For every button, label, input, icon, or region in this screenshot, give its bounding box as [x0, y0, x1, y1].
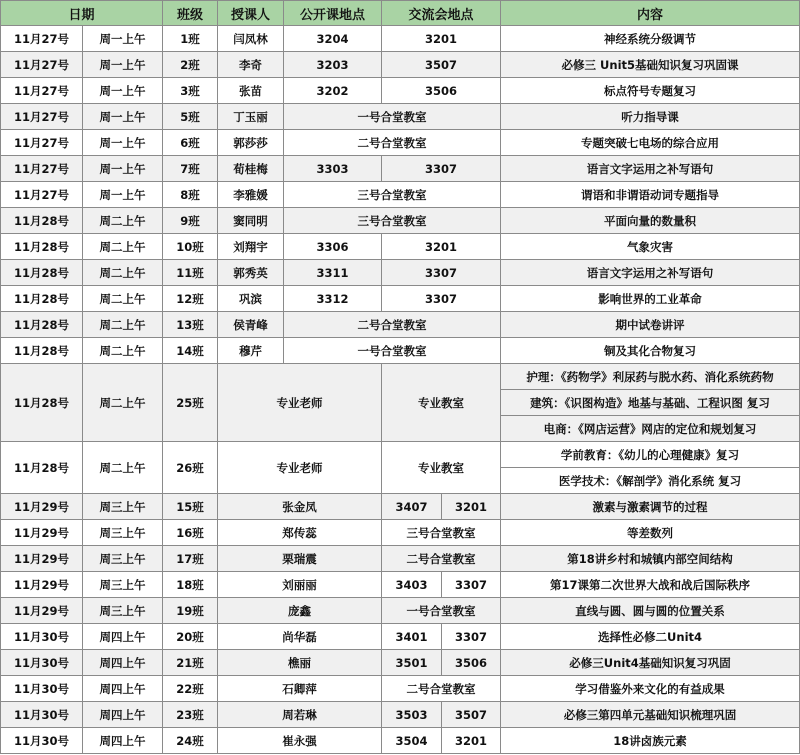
content-cell: 气象灾害: [501, 234, 800, 260]
date-cell: 11月29号: [1, 494, 83, 520]
date-cell: 11月30号: [1, 624, 83, 650]
teacher-cell: 李奇: [218, 52, 284, 78]
date-cell: 11月28号: [1, 234, 83, 260]
class-cell: 22班: [163, 676, 218, 702]
open-class-location-cell: 3403: [382, 572, 442, 598]
open-class-location-cell: 3503: [382, 702, 442, 728]
content-cell: 选择性必修二Unit4: [501, 624, 800, 650]
content-cell: 学前教育：《幼儿的心理健康》复习: [501, 442, 800, 468]
date-cell: 11月28号: [1, 338, 83, 364]
open-class-location-cell: 3203: [284, 52, 382, 78]
day-cell: 周二上午: [83, 364, 163, 442]
table-row: [1, 364, 800, 390]
teacher-cell: 刘翔宇: [218, 234, 284, 260]
content-cell: 期中试卷讲评: [501, 312, 800, 338]
date-cell: 11月29号: [1, 598, 83, 624]
teacher-cell: 崔永强: [218, 728, 382, 754]
day-cell: 周一上午: [83, 52, 163, 78]
class-cell: 20班: [163, 624, 218, 650]
content-cell: 铜及其化合物复习: [501, 338, 800, 364]
content-cell: 谓语和非谓语动词专题指导: [501, 182, 800, 208]
table-row: [1, 728, 800, 754]
date-cell: 11月30号: [1, 650, 83, 676]
day-cell: 周四上午: [83, 676, 163, 702]
day-cell: 周一上午: [83, 104, 163, 130]
date-cell: 11月29号: [1, 546, 83, 572]
table-row: [1, 442, 800, 468]
date-cell: 11月27号: [1, 78, 83, 104]
date-cell: 11月27号: [1, 26, 83, 52]
header-row: [1, 1, 800, 26]
exchange-location-cell: 3506: [442, 650, 501, 676]
content-cell: 平面向量的数量积: [501, 208, 800, 234]
date-cell: 11月27号: [1, 130, 83, 156]
day-cell: 周一上午: [83, 130, 163, 156]
content-cell: 激素与激素调节的过程: [501, 494, 800, 520]
class-cell: 14班: [163, 338, 218, 364]
teacher-cell: 巩滨: [218, 286, 284, 312]
exchange-location-cell: 3307: [382, 260, 501, 286]
table-row: [1, 286, 800, 312]
class-cell: 7班: [163, 156, 218, 182]
date-cell: 11月28号: [1, 312, 83, 338]
content-cell: 电商：《网店运营》网店的定位和规划复习: [501, 416, 800, 442]
class-cell: 23班: [163, 702, 218, 728]
exchange-location-cell: 3201: [382, 26, 501, 52]
teacher-cell: 郭莎莎: [218, 130, 284, 156]
date-cell: 11月27号: [1, 104, 83, 130]
date-cell: 11月28号: [1, 286, 83, 312]
day-cell: 周三上午: [83, 494, 163, 520]
class-cell: 5班: [163, 104, 218, 130]
merged-room-cell: 一号合堂教室: [382, 598, 501, 624]
exchange-location-cell: 3201: [382, 234, 501, 260]
class-cell: 13班: [163, 312, 218, 338]
table-row: [1, 338, 800, 364]
day-cell: 周四上午: [83, 702, 163, 728]
table-row: [1, 78, 800, 104]
exchange-location-cell: 专业教室: [382, 442, 501, 494]
open-class-location-cell: 3303: [284, 156, 382, 182]
teacher-cell: 石卿萍: [218, 676, 382, 702]
content-cell: 必修三 Unit5基础知识复习巩固课: [501, 52, 800, 78]
open-class-location-cell: 3401: [382, 624, 442, 650]
teacher-cell: 专业老师: [218, 442, 382, 494]
open-class-location-cell: 3202: [284, 78, 382, 104]
date-cell: 11月28号: [1, 364, 83, 442]
header-exchange-location: 交流会地点: [382, 1, 501, 26]
class-cell: 19班: [163, 598, 218, 624]
content-cell: 影响世界的工业革命: [501, 286, 800, 312]
teacher-cell: 窦同明: [218, 208, 284, 234]
content-cell: 医学技术：《解剖学》消化系统 复习: [501, 468, 800, 494]
header-class: 班级: [163, 1, 218, 26]
day-cell: 周四上午: [83, 624, 163, 650]
content-cell: 神经系统分级调节: [501, 26, 800, 52]
merged-room-cell: 一号合堂教室: [284, 104, 501, 130]
teacher-cell: 栗瑞震: [218, 546, 382, 572]
merged-room-cell: 三号合堂教室: [284, 182, 501, 208]
day-cell: 周二上午: [83, 338, 163, 364]
merged-room-cell: 三号合堂教室: [284, 208, 501, 234]
table-row: [1, 156, 800, 182]
merged-room-cell: 二号合堂教室: [382, 546, 501, 572]
table-row: [1, 260, 800, 286]
table-row: [1, 650, 800, 676]
date-cell: 11月30号: [1, 676, 83, 702]
teacher-cell: 张金凤: [218, 494, 382, 520]
table-row: [1, 624, 800, 650]
class-cell: 16班: [163, 520, 218, 546]
content-cell: 第17课第二次世界大战和战后国际秩序: [501, 572, 800, 598]
table-row: [1, 130, 800, 156]
date-cell: 11月27号: [1, 182, 83, 208]
table-row: [1, 702, 800, 728]
class-cell: 25班: [163, 364, 218, 442]
open-class-location-cell: 3501: [382, 650, 442, 676]
class-cell: 12班: [163, 286, 218, 312]
content-cell: 等差数列: [501, 520, 800, 546]
exchange-location-cell: 3506: [382, 78, 501, 104]
day-cell: 周二上午: [83, 208, 163, 234]
content-cell: 直线与圆、圆与圆的位置关系: [501, 598, 800, 624]
merged-room-cell: 三号合堂教室: [382, 520, 501, 546]
teacher-cell: 周若琳: [218, 702, 382, 728]
class-cell: 11班: [163, 260, 218, 286]
class-cell: 26班: [163, 442, 218, 494]
day-cell: 周一上午: [83, 78, 163, 104]
class-cell: 2班: [163, 52, 218, 78]
teacher-cell: 李雅媛: [218, 182, 284, 208]
date-cell: 11月29号: [1, 572, 83, 598]
date-cell: 11月28号: [1, 208, 83, 234]
teacher-cell: 庞鑫: [218, 598, 382, 624]
header-teacher: 授课人: [218, 1, 284, 26]
class-cell: 8班: [163, 182, 218, 208]
content-cell: 18讲卤族元素: [501, 728, 800, 754]
day-cell: 周三上午: [83, 520, 163, 546]
open-class-location-cell: 3504: [382, 728, 442, 754]
table-row: [1, 52, 800, 78]
header-open-class-location: 公开课地点: [284, 1, 382, 26]
class-cell: 18班: [163, 572, 218, 598]
day-cell: 周二上午: [83, 260, 163, 286]
class-cell: 9班: [163, 208, 218, 234]
content-cell: 学习借鉴外来文化的有益成果: [501, 676, 800, 702]
date-cell: 11月27号: [1, 156, 83, 182]
teacher-cell: 郑传蕊: [218, 520, 382, 546]
teacher-cell: 郭秀英: [218, 260, 284, 286]
class-cell: 21班: [163, 650, 218, 676]
day-cell: 周四上午: [83, 650, 163, 676]
table-row: [1, 546, 800, 572]
date-cell: 11月28号: [1, 442, 83, 494]
day-cell: 周一上午: [83, 156, 163, 182]
content-cell: 语言文字运用之补写语句: [501, 260, 800, 286]
exchange-location-cell: 3201: [442, 728, 501, 754]
table-row: [1, 104, 800, 130]
open-class-location-cell: 3312: [284, 286, 382, 312]
exchange-location-cell: 3507: [382, 52, 501, 78]
exchange-location-cell: 3201: [442, 494, 501, 520]
content-cell: 护理：《药物学》利尿药与脱水药、消化系统药物: [501, 364, 800, 390]
class-cell: 17班: [163, 546, 218, 572]
class-cell: 3班: [163, 78, 218, 104]
content-cell: 听力指导课: [501, 104, 800, 130]
date-cell: 11月27号: [1, 52, 83, 78]
table-row: [1, 520, 800, 546]
exchange-location-cell: 专业教室: [382, 364, 501, 442]
class-cell: 10班: [163, 234, 218, 260]
date-cell: 11月30号: [1, 728, 83, 754]
merged-room-cell: 一号合堂教室: [284, 338, 501, 364]
merged-room-cell: 二号合堂教室: [284, 312, 501, 338]
day-cell: 周三上午: [83, 598, 163, 624]
open-class-location-cell: 3311: [284, 260, 382, 286]
class-cell: 6班: [163, 130, 218, 156]
table-row: [1, 26, 800, 52]
content-cell: 必修三Unit4基础知识复习巩固: [501, 650, 800, 676]
content-cell: 建筑：《识图构造》地基与基础、工程识图 复习: [501, 390, 800, 416]
table-row: [1, 182, 800, 208]
teacher-cell: 荀桂梅: [218, 156, 284, 182]
date-cell: 11月28号: [1, 260, 83, 286]
exchange-location-cell: 3307: [442, 624, 501, 650]
class-cell: 24班: [163, 728, 218, 754]
table-row: [1, 676, 800, 702]
day-cell: 周二上午: [83, 312, 163, 338]
teacher-cell: 侯青峰: [218, 312, 284, 338]
class-cell: 15班: [163, 494, 218, 520]
day-cell: 周一上午: [83, 182, 163, 208]
teacher-cell: 穆芹: [218, 338, 284, 364]
teacher-cell: 尚华磊: [218, 624, 382, 650]
open-class-location-cell: 3204: [284, 26, 382, 52]
exchange-location-cell: 3307: [442, 572, 501, 598]
open-class-location-cell: 3306: [284, 234, 382, 260]
class-cell: 1班: [163, 26, 218, 52]
content-cell: 第18讲乡村和城镇内部空间结构: [501, 546, 800, 572]
content-cell: 语言文字运用之补写语句: [501, 156, 800, 182]
exchange-location-cell: 3307: [382, 286, 501, 312]
merged-room-cell: 二号合堂教室: [284, 130, 501, 156]
table-row: [1, 208, 800, 234]
teacher-cell: 刘丽丽: [218, 572, 382, 598]
table-row: [1, 234, 800, 260]
teacher-cell: 专业老师: [218, 364, 382, 442]
day-cell: 周四上午: [83, 728, 163, 754]
table-row: [1, 572, 800, 598]
day-cell: 周三上午: [83, 572, 163, 598]
table-row: [1, 598, 800, 624]
day-cell: 周二上午: [83, 442, 163, 494]
content-cell: 必修三第四单元基础知识梳理巩固: [501, 702, 800, 728]
exchange-location-cell: 3507: [442, 702, 501, 728]
date-cell: 11月29号: [1, 520, 83, 546]
teacher-cell: 张苗: [218, 78, 284, 104]
day-cell: 周三上午: [83, 546, 163, 572]
exchange-location-cell: 3307: [382, 156, 501, 182]
open-class-location-cell: 3407: [382, 494, 442, 520]
header-date: 日期: [1, 1, 163, 26]
day-cell: 周二上午: [83, 234, 163, 260]
day-cell: 周一上午: [83, 26, 163, 52]
table-row: [1, 312, 800, 338]
content-cell: 标点符号专题复习: [501, 78, 800, 104]
day-cell: 周二上午: [83, 286, 163, 312]
teacher-cell: 樵丽: [218, 650, 382, 676]
teacher-cell: 丁玉丽: [218, 104, 284, 130]
content-cell: 专题突破七电场的综合应用: [501, 130, 800, 156]
date-cell: 11月30号: [1, 702, 83, 728]
merged-room-cell: 二号合堂教室: [382, 676, 501, 702]
table-row: [1, 494, 800, 520]
teacher-cell: 闫凤林: [218, 26, 284, 52]
header-content: 内容: [501, 1, 800, 26]
